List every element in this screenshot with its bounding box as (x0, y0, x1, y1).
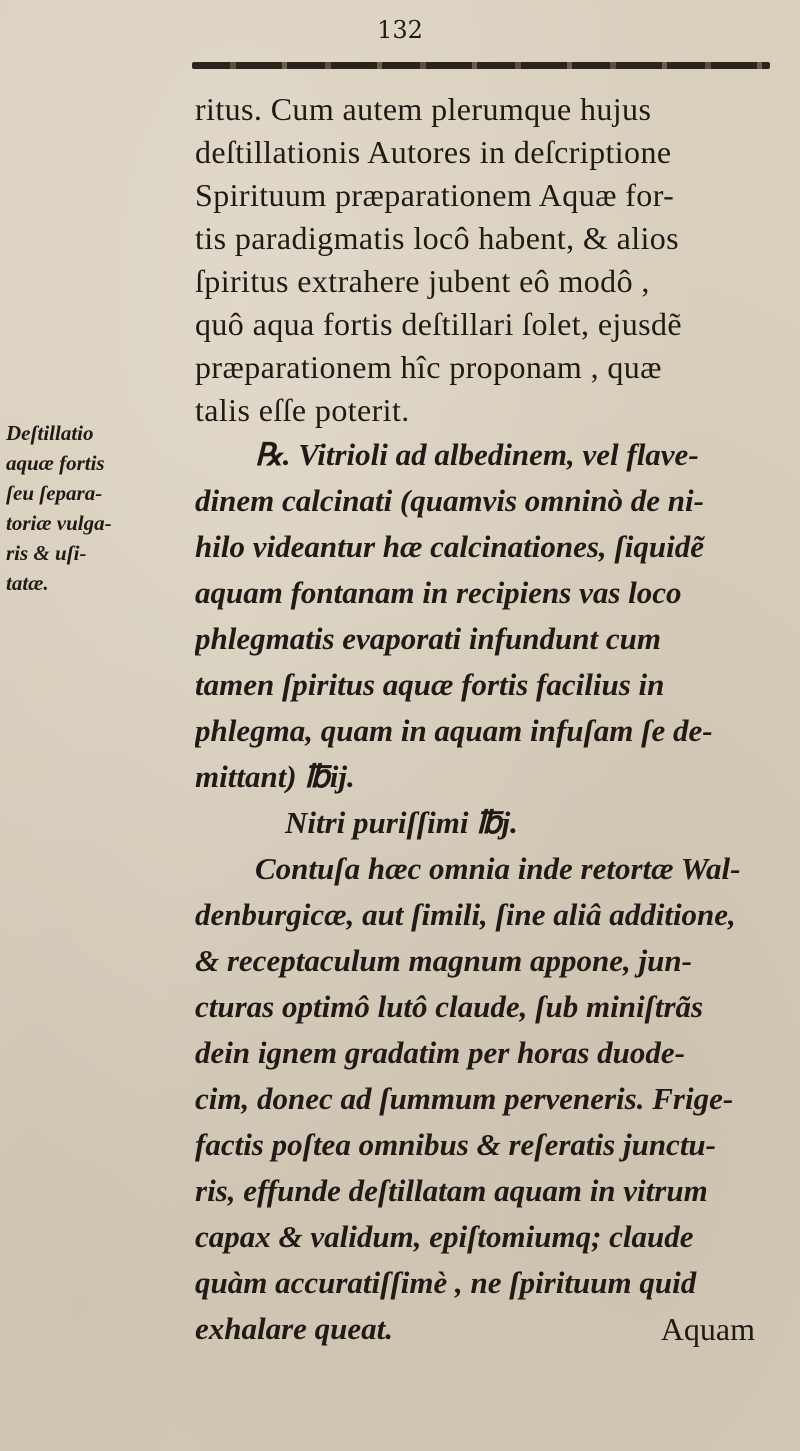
page-number: 132 (377, 16, 423, 44)
body-text (195, 88, 785, 1352)
margin-note-line: tatæ. (6, 571, 49, 595)
recipe-line: factis poſtea omnibus & reſeratis junctu- (195, 1127, 716, 1162)
recipe-line: quàm accuratiſſimè , ne ſpirituum quid (195, 1265, 697, 1300)
margin-note-line: Deſtillatio (6, 421, 94, 445)
margin-note-line: ris & uſi- (6, 541, 87, 565)
recipe-line: ris, effunde deſtillatam aquam in vitrum (195, 1173, 708, 1208)
recipe-line: aquam fontanam in recipiens vas loco (195, 575, 682, 610)
text-line: Spirituum præparationem Aquæ for- (195, 177, 675, 213)
header-rule (192, 62, 770, 69)
text-line: ritus. Cum autem plerumque hujus (195, 91, 652, 127)
recipe-line: cturas optimô lutô claude, ſub miniſtrãs (195, 989, 704, 1024)
text-line: deſtillationis Autores in deſcriptione (195, 134, 672, 170)
recipe-line: capax & validum, epiſtomiumq; claude (195, 1219, 694, 1254)
recipe-line: cim, donec ad ſummum perveneris. Frige- (195, 1081, 734, 1116)
recipe-line: dinem calcinati (quamvis omninò de ni- (195, 483, 704, 518)
last-row (195, 1306, 785, 1352)
margin-note-line: aquæ fortis (6, 451, 105, 475)
text-line: tis paradigmatis locô habent, & alios (195, 220, 680, 256)
margin-note-line: toriæ vulga- (6, 511, 112, 535)
text-line: ſpiritus extrahere jubent eô modô , (195, 263, 650, 299)
text-line: quô aqua fortis deſtillari ſolet, ejusdẽ (195, 306, 682, 342)
recipe-line: phlegma, quam in aquam infuſam ſe de- (195, 713, 713, 748)
text-line: talis eſſe poterit. (195, 392, 410, 428)
margin-note-line: ſeu ſepara- (6, 481, 103, 505)
recipe-line: mittant) ℔ij. (195, 759, 355, 794)
recipe-line: hilo videantur hæ calcinationes, ſiquidẽ (195, 529, 704, 564)
recipe-line: dein ignem gradatim per horas duode- (195, 1035, 686, 1070)
recipe-line: Contuſa hæc omnia inde retortæ Wal- (255, 851, 741, 886)
recipe-line: ℞. Vitrioli ad albedinem, vel flave- (255, 437, 699, 472)
recipe-line: tamen ſpiritus aquæ fortis facilius in (195, 667, 665, 702)
recipe-line: phlegmatis evaporati infundunt cum (195, 621, 661, 656)
recipe-line: & receptaculum magnum appone, jun- (195, 943, 692, 978)
recipe-line: denburgicæ, aut ſimili, ſine aliâ additione, (195, 897, 736, 932)
catchword: Aquam (660, 1311, 755, 1347)
margin-note (6, 418, 186, 598)
text-line: præparationem hîc proponam , quæ (195, 349, 662, 385)
recipe-line: exhalare queat. (195, 1311, 394, 1346)
recipe-line: Nitri puriſſimi ℔j. (285, 805, 518, 840)
